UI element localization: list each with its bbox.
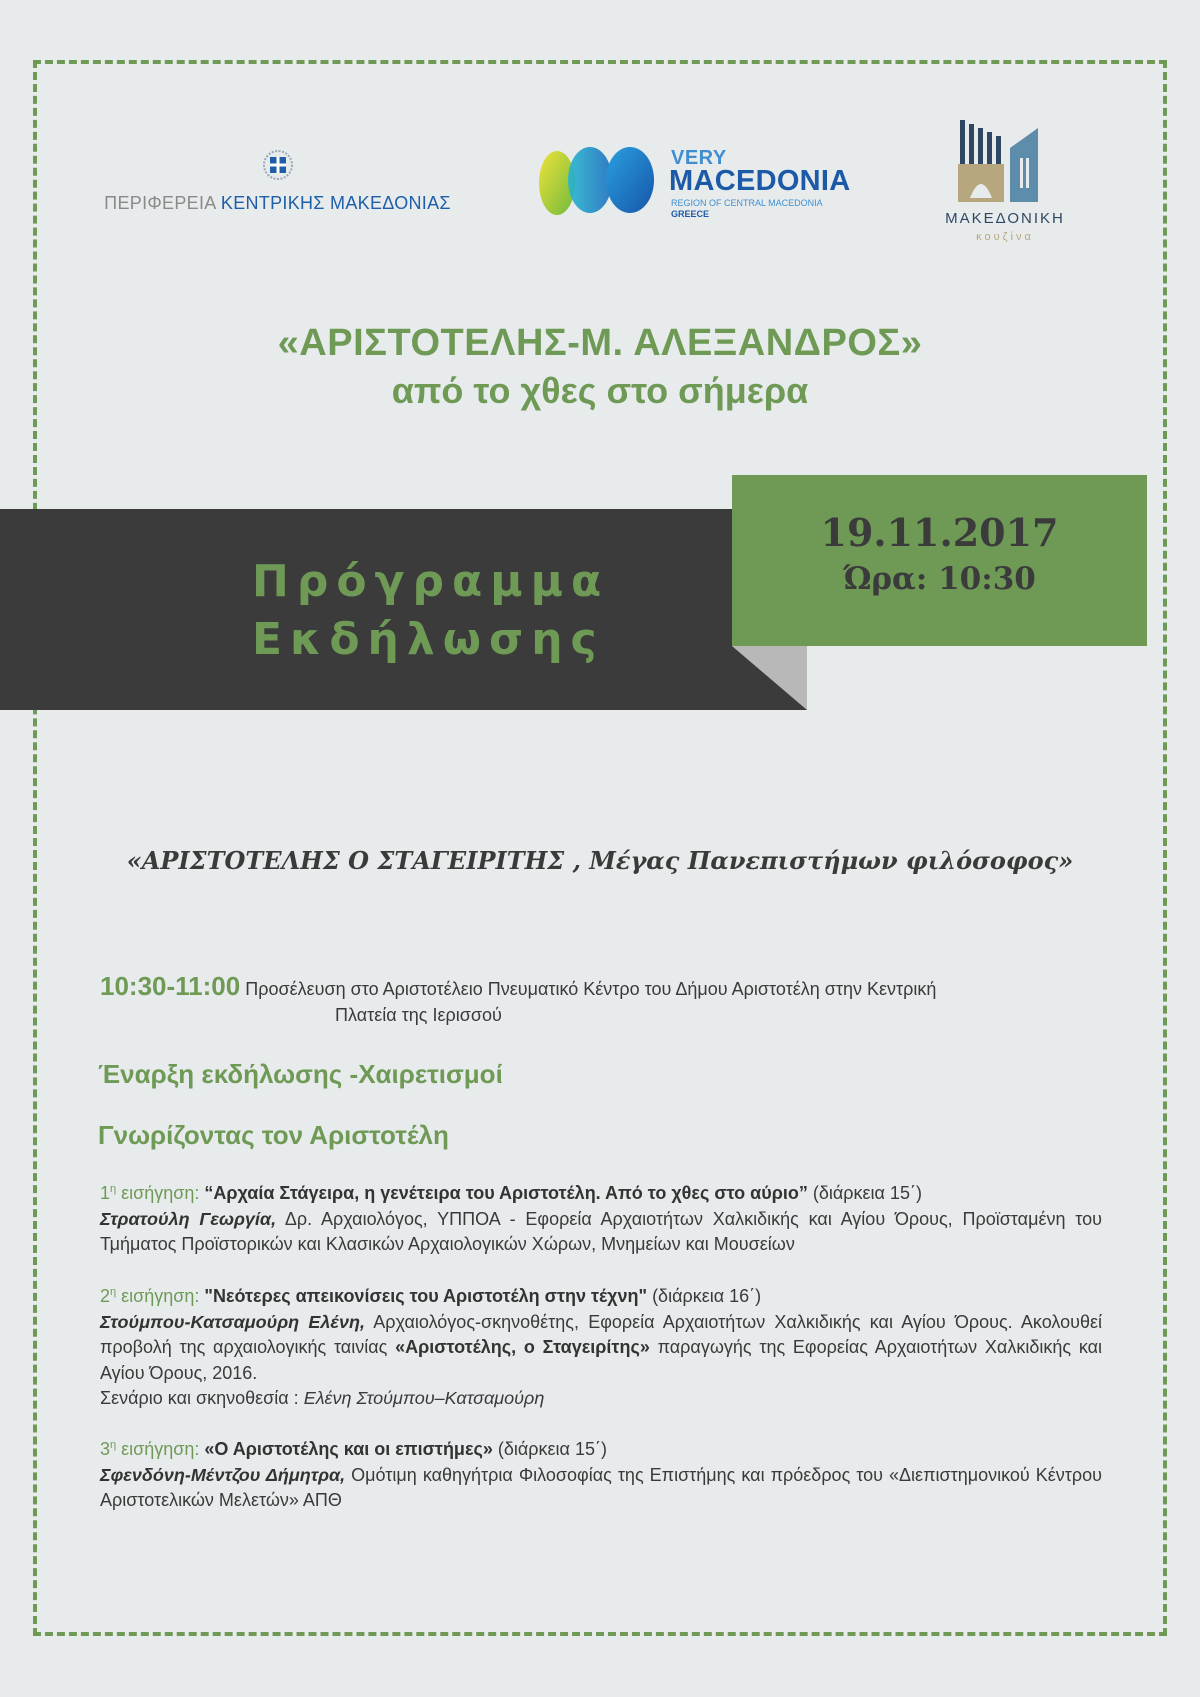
arrival-row	[100, 973, 1102, 1028]
macedonia-text: MACEDONIA	[669, 165, 851, 197]
talk-2	[100, 1280, 1102, 1412]
region-logo-grey: ΠΕΡΙΦΕΡΕΙΑ	[104, 193, 221, 213]
event-time: Ώρα: 10:30	[843, 561, 1036, 597]
program-heading	[252, 553, 609, 669]
very-macedonia-logo	[535, 145, 851, 225]
talk-3-details: Ομότιμη καθηγήτρια Φιλοσοφίας της Επιστήμης και πρόεδρος του «Διεπιστημονικού Κέντρου Αριστοτελικών Μελετών» ΑΠΘ	[100, 1464, 1102, 1510]
event-datetime	[732, 510, 1147, 597]
talk-1-details: Δρ. Αρχαιολόγος, ΥΠΠΟΑ - Εφορεία Αρχαιοτήτων Χαλκιδικής και Αγίου Όρους, Προϊσταμένη του Τμήματος Προϊστορικών και Κλασικών Αρχαιολογικών Χώρων, Μνημείων και Μουσείων	[100, 1208, 1102, 1254]
talk-2-speaker: Στούμπου-Κατσαμούρη Ελένη,	[100, 1311, 366, 1332]
region-logo	[100, 150, 455, 214]
banner-fold	[732, 646, 807, 710]
talk-2-title: "Νεότερες απεικονίσεις του Αριστοτέλη στην τέχνη"	[204, 1286, 648, 1306]
talk-2-details: Αρχαιολόγος-σκηνοθέτης, Εφορεία Αρχαιοτήτων Χαλκιδικής και Αγίου Όρους. Ακολουθεί προβολή της αρχαιολογικής ταινίας	[100, 1311, 1102, 1357]
talk-1	[100, 1177, 1102, 1258]
talk-2-credit-name: Ελένη Στούμπου–Κατσαμούρη	[303, 1388, 545, 1408]
kouzina-logo	[930, 118, 1080, 248]
talk-2-credit-label: Σενάριο και σκηνοθεσία :	[100, 1388, 304, 1408]
arrival-text-1: Προσέλευση στο Αριστοτέλειο Πνευματικό Κέντρο του Δήμου Αριστοτέλη στην Κεντρική	[240, 979, 937, 999]
main-subtitle: από το χθες στο σήμερα	[391, 370, 809, 411]
main-title: «ΑΡΙΣΤΟΤΕΛΗΣ-Μ. ΑΛΕΞΑΝΔΡΟΣ»	[277, 322, 923, 364]
talk-3-title: «Ο Αριστοτέλης και οι επιστήμες»	[204, 1439, 493, 1459]
greece-text: GREECE	[671, 209, 710, 219]
talk-2-number: $2^\eta$ εισήγηση:	[100, 1286, 205, 1306]
region-logo-blue: ΚΕΝΤΡΙΚΗΣ ΜΑΚΕΔΟΝΙΑΣ	[220, 193, 451, 213]
talk-3	[100, 1433, 1102, 1514]
talk-1-title: “Αρχαία Στάγειρα, η γενέτειρα του Αριστοτέλη. Από το χθες στο αύριο”	[204, 1183, 808, 1203]
arrival-time: 10:30-11:00	[100, 971, 241, 1001]
arrival-text-2: Πλατεία της Ιερισσού	[335, 1005, 502, 1025]
opening-heading: Έναρξη εκδήλωσης -Χαιρετισμοί	[98, 1059, 503, 1089]
kouzina-line1: ΜΑΚΕΔΟΝΙΚΗ	[945, 210, 1065, 227]
m-wave-icon	[535, 145, 665, 215]
talk-3-duration: (διάρκεια 15΄)	[492, 1439, 607, 1459]
greek-emblem-icon	[263, 150, 293, 180]
region-text: REGION OF CENTRAL MACEDONIA	[671, 198, 823, 208]
talk-3-speaker: Σφενδόνη-Μέντζου Δήμητρα,	[100, 1464, 346, 1485]
kouzina-building-icon	[930, 118, 1080, 208]
talk-2-details2: παραγωγής της Εφορείας Αρχαιοτήτων Χαλκιδικής και Αγίου Όρους, 2016.	[100, 1337, 1103, 1383]
event-theme: «ΑΡΙΣΤΟΤΕΛΗΣ Ο ΣΤΑΓΕΙΡΙΤΗΣ , Μέγας Πανεπιστήμων φιλόσοφος»	[126, 846, 1074, 875]
talk-3-number: $3^\eta$ εισήγηση:	[100, 1439, 205, 1459]
kouzina-line2: κουζίνα	[976, 231, 1034, 243]
program-line2: Εκδήλωσης	[252, 614, 605, 665]
talk-2-film: «Αριστοτέλης, ο Σταγειρίτης»	[395, 1337, 650, 1357]
event-date: 19.11.2017	[820, 510, 1059, 555]
talk-1-speaker: Στρατούλη Γεωργία,	[100, 1208, 277, 1229]
talk-2-duration: (διάρκεια 16΄)	[647, 1286, 762, 1306]
talk-1-number: $1^\eta$ εισήγηση:	[100, 1183, 205, 1203]
program-line1: Πρόγραμμα	[252, 556, 610, 607]
very-text: VERY	[671, 147, 727, 169]
section-heading: Γνωρίζοντας τον Αριστοτέλη	[98, 1120, 449, 1150]
talk-1-duration: (διάρκεια 15΄)	[807, 1183, 922, 1203]
